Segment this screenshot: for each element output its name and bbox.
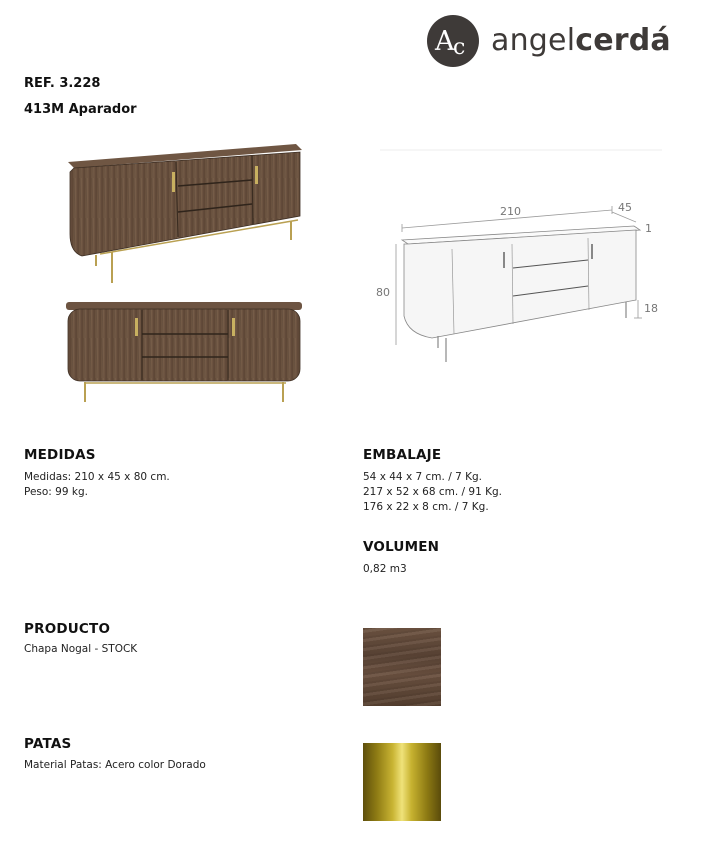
- medidas-line: Medidas: 210 x 45 x 80 cm.: [24, 471, 170, 483]
- svg-text:c: c: [453, 35, 466, 60]
- technical-drawing: [372, 140, 672, 370]
- medidas-title: MEDIDAS: [24, 447, 96, 463]
- patas-title: PATAS: [24, 736, 72, 752]
- volumen-title: VOLUMEN: [363, 539, 440, 555]
- product-name: 413M Aparador: [24, 102, 137, 117]
- logo-wordmark: [491, 23, 671, 58]
- producto-value: Chapa Nogal - STOCK: [24, 643, 138, 655]
- brand-logo: [425, 13, 687, 69]
- logo-word-bold: cerdá: [575, 23, 671, 58]
- embalaje-title: EMBALAJE: [363, 447, 442, 463]
- embalaje-text: [363, 470, 502, 515]
- embalaje-line: 176 x 22 x 8 cm. / 7 Kg.: [363, 501, 489, 513]
- embalaje-line: 54 x 44 x 7 cm. / 7 Kg.: [363, 471, 482, 483]
- medidas-line: Peso: 99 kg.: [24, 486, 88, 498]
- dim-depth: 45: [618, 201, 632, 214]
- dim-height: 80: [376, 286, 390, 299]
- medidas-text: [24, 470, 170, 500]
- volumen-value: 0,82 m3: [363, 563, 407, 575]
- dim-legs: 18: [644, 302, 658, 315]
- logo-word-light: angel: [491, 23, 576, 58]
- dim-top: 1: [645, 222, 652, 235]
- walnut-swatch: [363, 628, 441, 706]
- product-photo-front: [64, 298, 306, 404]
- producto-title: PRODUCTO: [24, 621, 111, 637]
- svg-text:A: A: [435, 26, 455, 57]
- dim-width: 210: [500, 205, 521, 218]
- embalaje-line: 217 x 52 x 68 cm. / 91 Kg.: [363, 486, 503, 498]
- patas-value: Material Patas: Acero color Dorado: [24, 759, 206, 771]
- logo-mark-icon: [425, 13, 481, 69]
- product-photo-perspective: [60, 138, 310, 288]
- product-ref: REF. 3.228: [24, 76, 101, 91]
- gold-steel-swatch: [363, 743, 441, 821]
